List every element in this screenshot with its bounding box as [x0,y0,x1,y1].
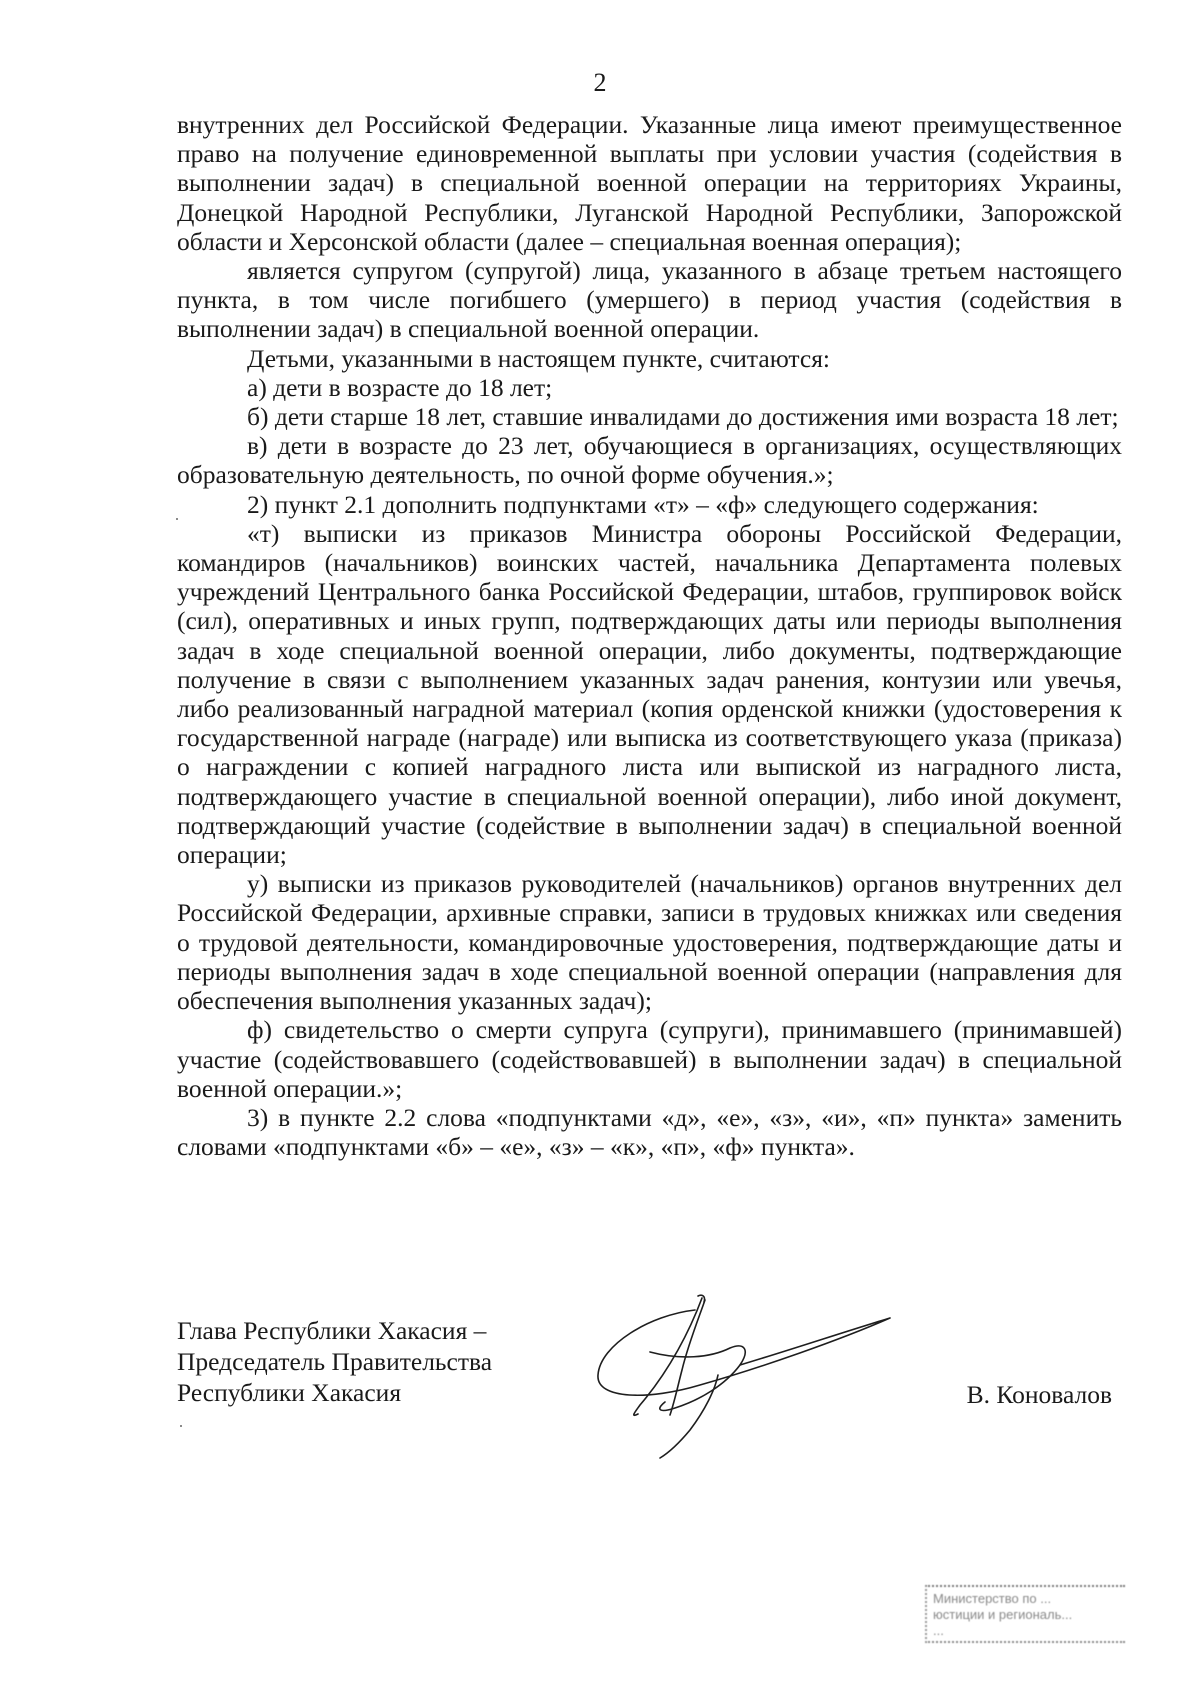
stamp-line: Министерство по ... [933,1591,1052,1606]
stamp-line: ... [933,1623,944,1638]
handwritten-signature [590,1290,920,1460]
subitem-u: у) выписки из приказов руководителей (начальников) органов внутренних дел Российской Федерации, архивные справки, записи в трудовых книжках или сведения о трудовой деятельности, командировочные удостоверения, подтверждающие даты и периоды выполнения задач в ходе специальной военной операции (направления для обеспечения выполнения указанных задач); [177,869,1122,1016]
list-item-b: б) дети старше 18 лет, ставшие инвалидами до достижения ими возраста 18 лет; [247,402,1119,432]
registration-stamp [925,1585,1125,1643]
paragraph-continuation: внутренних дел Российской Федерации. Указанные лица имеют преимущественное право на получение единовременной выплаты при условии участия (содействия в выполнении задач) в специальной военной операции на территориях Украины, Донецкой Народной Республики, Луганской Народной Республики, Запорожской области и Херсонской области (далее – специальная военная операция); [177,110,1122,256]
stamp-line: юстиции и региональ... [933,1607,1073,1622]
subitem-f: ф) свидетельство о смерти супруга (супруги), принимавшего (принимавшей) участие (содействовавшего (содействовавшей) в выполнении задач) в специальной военной операции.»; [177,1015,1122,1103]
list-item-v: в) дети в возрасте до 23 лет, обучающиеся в организациях, осуществляющих образовательную деятельность, по очной форме обучения.»; [177,431,1122,490]
list-item-a: а) дети в возрасте до 18 лет; [247,372,553,402]
subitem-t: «т) выписки из приказов Министра обороны Российской Федерации, командиров (начальников) воинских частей, начальника Департамента полевых учреждений Центрального банка Российской Федерации, штабов, группировок войск (сил), оперативных и иных групп, подтверждающих даты или периоды выполнения задач в ходе специальной военной операции, либо документы, подтверждающие получение в связи с выполнением указанных задач ранения, контузии или увечья, либо реализованный наградной материал (копия орденской книжки (удостоверения к государственной награде (награде) или выписка из соответствующего указа (приказа) о награждении с копией наградного листа или выпиской из наградного листа, подтверждающего участие в специальной военной операции), либо иной документ, подтверждающий участие (содействие в выполнении задач) в специальной военной операции; [177,518,1122,870]
signer-title-line: Председатель Правительства [177,1347,493,1376]
scan-speck [176,518,178,520]
scan-speck [180,1425,182,1427]
amendment-3: 3) в пункте 2.2 слова «подпунктами «д», «е», «з», «и», «п» пункта» заменить словами «подпунктами «б» – «е», «з» – «к», «п», «ф» пункта». [177,1102,1122,1162]
signer-title-line: Республики Хакасия [177,1378,402,1407]
document-body [177,110,1122,1161]
paragraph-spouse: является супругом (супругой) лица, указанного в абзаце третьем настоящего пункта, в том числе погибшего (умершего) в период участия (содействия в выполнении задач) в специальной военной операции. [177,256,1122,344]
amendment-2: 2) пункт 2.1 дополнить подпунктами «т» – «ф» следующего содержания: [247,489,1039,519]
signer-title-line: Глава Республики Хакасия – [177,1316,487,1345]
signer-name: В. Коновалов [966,1380,1112,1409]
signer-title [177,1315,492,1408]
paragraph-children-intro: Детьми, указанными в настоящем пункте, считаются: [247,343,831,373]
page-number: 2 [593,68,607,97]
